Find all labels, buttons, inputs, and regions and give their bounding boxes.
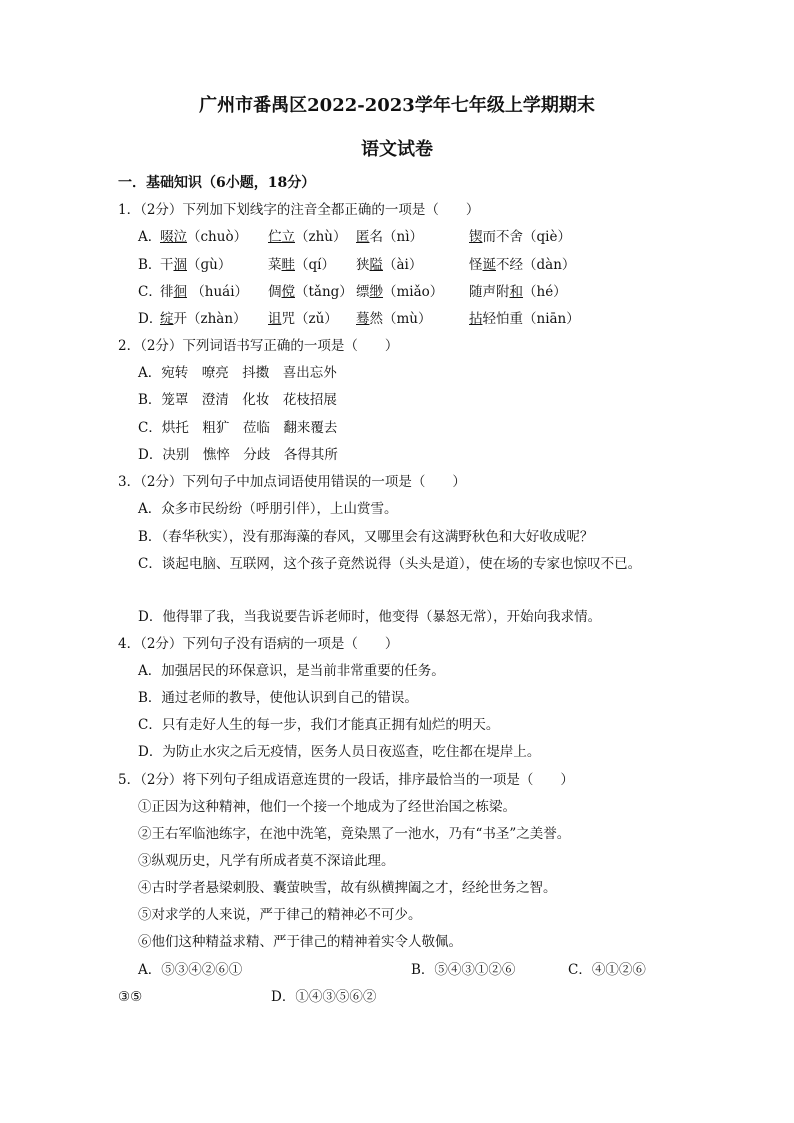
pinyin: （niān） [523,311,580,327]
question-5-stem: 5．（2分）将下列句子组成语意连贯的一段话，排序最恰当的一项是（ ） [118,772,574,788]
text: 缥 [356,284,370,300]
option-item [268,310,338,328]
question-5-sentence-4: ④古时学者悬梁刺股、囊萤映雪，故有纵横捭阖之才，经纶世务之智。 [138,880,557,896]
text: 而不舍 [482,229,523,245]
question-3-option-b: B．（春华秋实），没有那海藻的春风，又哪里会有这满野秋色和大好收成呢？ [138,529,594,545]
underlined-character: 徊 [173,284,187,300]
text: 名 [369,229,383,245]
underlined-character: 绽 [160,311,174,327]
pinyin: （dàn） [523,257,576,273]
underlined-character: 锲 [469,229,483,245]
option-item [469,283,567,301]
pinyin: （tǎng） [295,284,353,300]
underlined-character: 啜泣 [160,229,187,245]
option-label: C． [138,284,162,300]
pinyin: （qiè） [523,229,571,245]
question-3-option-d: D．他得罪了我，当我说要告诉老师时，他变得（暴怒无常），开始向我求情。 [138,609,602,625]
pinyin: （qí） [295,257,335,273]
text: 不经 [496,257,523,273]
option-label: A． [138,229,162,245]
underlined-character: 缈 [369,284,383,300]
section-heading: 一．基础知识（6小题，18分） [118,175,316,191]
pinyin: （zhù） [295,229,347,245]
question-1-option-c [138,283,638,301]
question-5-sentence-2: ②王右军临池练字，在池中洗笔，竟染黑了一池水，乃有“书圣”之美誉。 [138,826,571,842]
option-item [268,256,335,274]
question-5-option-a: A．⑤③④②⑥① [138,962,243,978]
text: 怪 [469,257,483,273]
option-label: B． [138,257,162,273]
page-title: 广州市番禺区2022-2023学年七年级上学期期末 [199,95,595,116]
text: 狭 [356,257,370,273]
text: 徘 [160,284,174,300]
text: 随声附 [469,284,510,300]
option-item [268,228,347,246]
option-item [469,256,575,274]
pinyin: （zǔ） [295,311,338,327]
option-item [160,256,231,274]
question-5-sentence-6: ⑥他们这种精益求精、严于律己的精神着实令人敬佩。 [138,934,462,950]
question-1-stem: 1．（2分）下列加下划线字的注音全都正确的一项是（ ） [118,202,480,218]
pinyin: （zhàn） [187,311,247,327]
pinyin: （miǎo） [383,284,444,300]
pinyin: （mù） [383,311,432,327]
page-subtitle: 语文试卷 [361,139,433,160]
question-4-stem: 4．（2分）下列句子没有语病的一项是（ ） [118,636,399,652]
underlined-character: 和 [509,284,523,300]
option-item [469,228,571,246]
underlined-character: 畦 [281,257,295,273]
question-1-option-a [138,228,638,246]
text: 咒 [281,311,295,327]
text: 轻怕重 [482,311,523,327]
underlined-character: 涸 [173,257,187,273]
text: 开 [173,311,187,327]
underlined-character: 诅 [268,311,282,327]
question-2-option-c: C．烘托 粗犷 莅临 翻来覆去 [138,420,338,436]
option-item [356,310,432,328]
question-1-option-d [138,310,638,328]
question-5-sentence-1: ①正因为这种精神，他们一个接一个地成为了经世治国之栋梁。 [138,799,516,815]
underlined-character: 拈 [469,311,483,327]
text: 菜 [268,257,282,273]
question-5-option-b: B．⑤④③①②⑥ [411,962,516,978]
question-4-option-a: A．加强居民的环保意识，是当前非常重要的任务。 [138,663,445,679]
question-4-option-c: C．只有走好人生的每一步，我们才能真正拥有灿烂的明天。 [138,717,500,733]
underlined-character: 隘 [369,257,383,273]
question-3-stem: 3．（2分）下列句子中加点词语使用错误的一项是（ ） [118,474,466,490]
question-5-option-c: C．④①②⑥ [568,962,646,978]
option-item [160,228,247,246]
pinyin: （ài） [383,257,423,273]
underlined-character: 匿 [356,229,370,245]
question-5-sentence-5: ⑤对求学的人来说，严于律己的精神必不可少。 [138,907,422,923]
question-1-option-b [138,256,638,274]
option-label: D． [138,311,163,327]
pinyin: （huái） [187,284,249,300]
pinyin: （chuò） [187,229,248,245]
question-3-option-a: A．众多市民纷纷（呼朋引伴），上山赏雪。 [138,501,398,517]
question-3-option-c: C．谈起电脑、互联网，这个孩子竟然说得（头头是道），使在场的专家也惊叹不已。 [138,556,642,572]
text: 干 [160,257,174,273]
text: 倜 [268,284,282,300]
question-2-option-b: B．笼罩 澄清 化妆 花枝招展 [138,392,337,408]
pinyin: （nì） [383,229,424,245]
underlined-character: 蓦 [356,311,370,327]
question-4-option-b: B．通过老师的教导，使他认识到自己的错误。 [138,690,418,706]
question-5-sentence-3: ③纵观历史，凡学有所成者莫不深谙此理。 [138,853,395,869]
text: 然 [369,311,383,327]
underlined-character: 诞 [482,257,496,273]
option-item [160,283,248,301]
question-2-option-d: D．决别 憔悴 分歧 各得其所 [138,447,338,463]
question-2-stem: 2．（2分）下列词语书写正确的一项是（ ） [118,338,399,354]
underlined-character: 伫立 [268,229,295,245]
option-item [469,310,580,328]
option-item [268,283,353,301]
pinyin: （ɡù） [187,257,232,273]
pinyin: （hé） [523,284,567,300]
underlined-character: 傥 [281,284,295,300]
question-5-option-c-continued: ③⑤ [118,989,143,1005]
question-5-option-d: D．①④③⑤⑥② [271,989,377,1005]
option-item [356,256,422,274]
question-2-option-a: A．宛转 嘹亮 抖擞 喜出忘外 [138,365,337,381]
option-item [356,283,443,301]
option-item [160,310,247,328]
question-4-option-d: D．为防止水灾之后无疫情，医务人员日夜巡查，吃住都在堤岸上。 [138,744,541,760]
option-item [356,228,423,246]
